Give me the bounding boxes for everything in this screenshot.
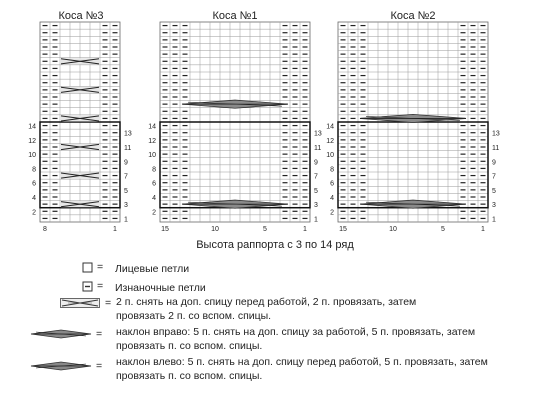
row-label-right: 9 <box>124 159 128 167</box>
row-label-right: 1 <box>492 216 496 224</box>
col-label: 10 <box>211 226 219 233</box>
row-label-left: 8 <box>32 166 36 174</box>
row-label-right: 3 <box>492 202 496 210</box>
row-label-left: 4 <box>330 195 334 202</box>
row-label-left: 14 <box>326 123 334 131</box>
legend-purl-text: Изнаночные петли <box>115 282 206 294</box>
row-label-right: 13 <box>492 130 500 138</box>
legend-knit-text: Лицевые петли <box>115 263 190 275</box>
legend-equals: = <box>105 297 112 309</box>
repeat-height-caption: Высота раппорта с 3 по 14 ряд <box>196 239 354 251</box>
legend-cable-left-text-2: провязать п. со вспом. спицы. <box>116 370 263 382</box>
row-label-right: 7 <box>314 173 318 181</box>
row-label-right: 9 <box>492 159 496 167</box>
row-label-right: 11 <box>492 145 500 152</box>
row-label-left: 8 <box>330 166 334 174</box>
row-label-left: 8 <box>152 166 156 174</box>
row-label-right: 1 <box>314 216 318 224</box>
row-label-right: 11 <box>314 145 322 152</box>
row-label-left: 6 <box>32 180 36 188</box>
chart-title-kosa-2: Коса №2 <box>390 10 436 22</box>
chart-title-kosa-3: Коса №3 <box>58 10 104 22</box>
row-label-left: 14 <box>148 123 156 131</box>
row-label-right: 11 <box>124 145 132 152</box>
col-label: 1 <box>481 226 485 233</box>
knit-stitch-icon <box>82 262 94 274</box>
row-label-right: 5 <box>314 187 318 195</box>
legend-cable-right-text-2: провязать п. со вспом. спицы. <box>116 340 263 352</box>
legend-cable-left-text: наклон влево: 5 п. снять на доп. спицу перед работой, 5 п. провязать, затем <box>116 356 488 368</box>
row-label-left: 6 <box>330 180 334 188</box>
col-label: 8 <box>43 226 47 233</box>
row-label-left: 12 <box>148 137 156 145</box>
row-label-left: 2 <box>32 209 36 217</box>
row-label-left: 4 <box>152 195 156 202</box>
row-label-left: 6 <box>152 180 156 188</box>
col-label: 10 <box>389 226 397 233</box>
row-label-left: 2 <box>152 209 156 217</box>
row-label-left: 10 <box>28 152 36 160</box>
row-label-right: 9 <box>314 159 318 167</box>
legend-cable-2x2-text: 2 п. снять на доп. спицу перед работой, 2 п. провязать, затем <box>116 296 417 308</box>
legend-equals: = <box>96 328 103 340</box>
row-label-right: 13 <box>124 130 132 138</box>
legend-equals: = <box>96 360 103 372</box>
legend-cable-right-text: наклон вправо: 5 п. снять на доп. спицу за работой, 5 п. провязать, затем <box>116 326 476 338</box>
col-label: 5 <box>263 226 267 233</box>
legend-cable-2x2-text-2: провязать 2 п. со вспом. спицы. <box>116 310 272 322</box>
chart-title-kosa-1: Коса №1 <box>212 10 258 22</box>
purl-stitch-icon <box>82 281 94 293</box>
row-label-left: 2 <box>330 209 334 217</box>
legend-equals: = <box>97 280 104 292</box>
legend-equals: = <box>97 261 104 273</box>
row-label-right: 7 <box>492 173 496 181</box>
cable-2x2-icon <box>60 298 100 308</box>
row-label-left: 10 <box>326 152 334 160</box>
row-label-right: 3 <box>124 202 128 210</box>
row-label-right: 5 <box>492 187 496 195</box>
cable-right-5x5-icon <box>30 329 92 339</box>
cable-left-5x5-icon <box>30 361 92 371</box>
row-label-left: 10 <box>148 152 156 160</box>
row-label-left: 12 <box>326 137 334 145</box>
col-label: 1 <box>113 226 117 233</box>
row-label-right: 5 <box>124 187 128 195</box>
col-label: 5 <box>441 226 445 233</box>
col-label: 15 <box>339 226 347 233</box>
row-label-left: 12 <box>28 137 36 145</box>
row-label-right: 7 <box>124 173 128 181</box>
col-label: 1 <box>303 226 307 233</box>
col-label: 15 <box>161 226 169 233</box>
row-label-left: 4 <box>32 195 36 202</box>
row-label-right: 3 <box>314 202 318 210</box>
row-label-left: 14 <box>28 123 36 131</box>
row-label-right: 13 <box>314 130 322 138</box>
row-label-right: 1 <box>124 216 128 224</box>
